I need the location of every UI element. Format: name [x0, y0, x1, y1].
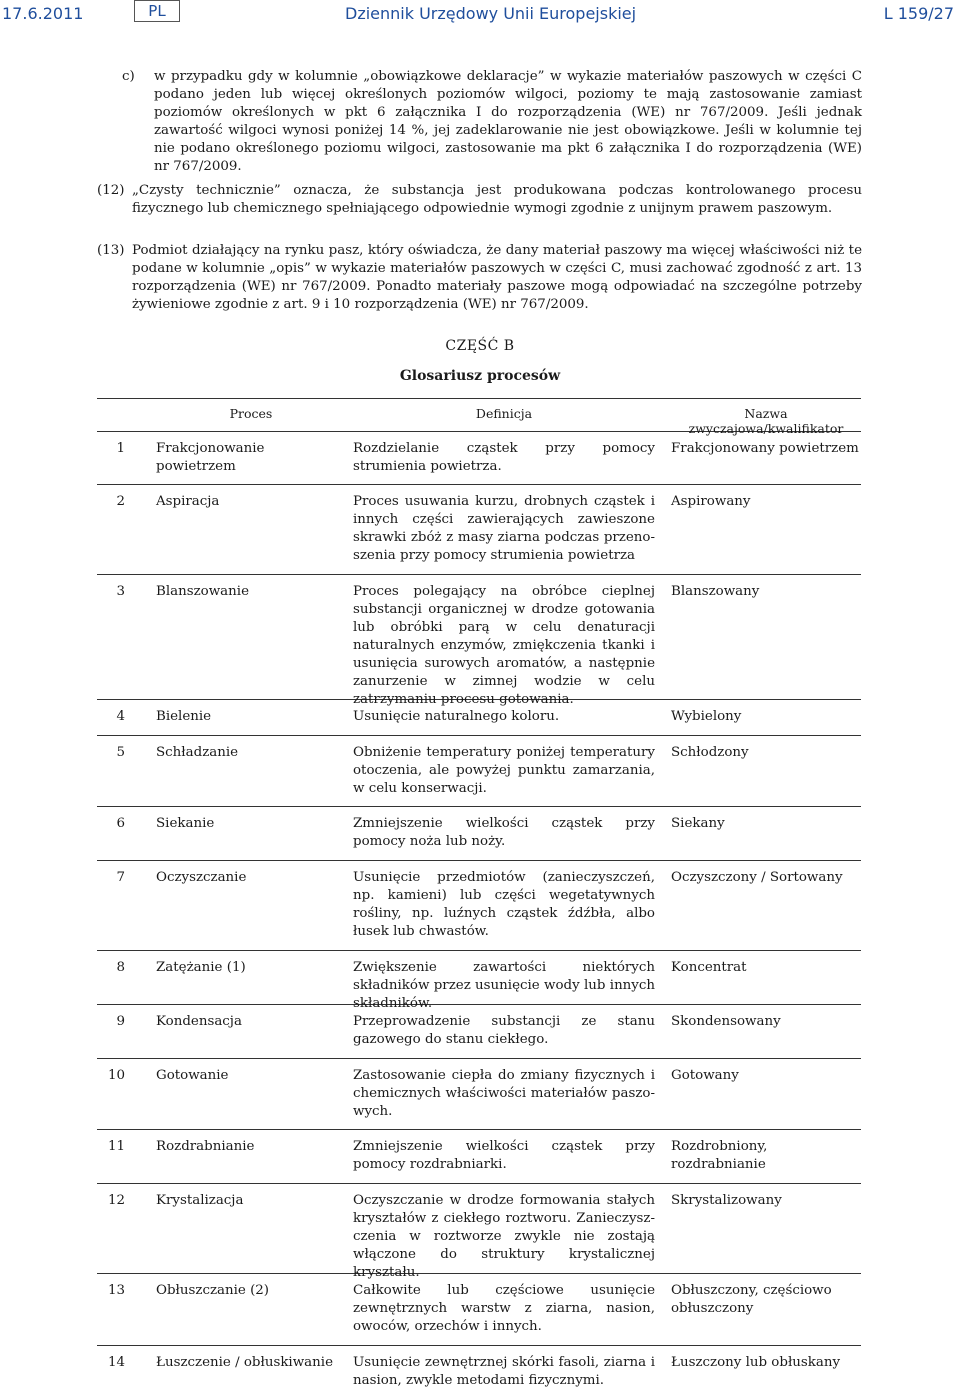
row-number: 10 — [107, 1068, 125, 1083]
paragraph-text: Podmiot działający na rynku pasz, który oświadcza, że dany materiał paszowy ma więcej właściwości niż te podane w kolumnie „opis” w wykazie materiałów paszowych w części C, musi zachować zgodność z art. 13 rozporządzenia (WE) nr 767/2009. Ponadto materiały paszowe mogą odpowiadać na szczególne potrzeby żywieniowe zgodnie z art. 9 i 10 rozporządzenia (WE) nr 767/2009. — [132, 243, 862, 312]
column-header-definition: Definicja — [475, 406, 533, 421]
paragraph-label: (13) — [97, 243, 125, 258]
table-row — [97, 807, 861, 861]
paragraph-label: (12) — [97, 183, 125, 198]
paragraph-13 — [97, 242, 862, 314]
glossary-title: Glosariusz procesów — [399, 368, 561, 384]
table-row — [97, 575, 861, 707]
name-cell: Siekany — [671, 816, 725, 831]
row-number: 7 — [116, 870, 125, 885]
row-number: 3 — [116, 584, 125, 599]
paragraph-text: „Czysty technicznie” oznacza, że substancja jest produkowana podczas kontrolowanego procesu fizycznego lub chemicznego spełniającego odpowiednie wymogi zgodnie z unijnym prawem paszowym. — [132, 183, 862, 216]
column-header-process: Proces — [229, 406, 273, 421]
process-cell: Schładzanie — [156, 745, 239, 760]
table-row — [97, 736, 861, 807]
name-cell: Aspirowany — [671, 494, 751, 509]
row-number: 11 — [107, 1139, 125, 1154]
row-number: 1 — [116, 441, 125, 456]
row-number: 14 — [107, 1355, 125, 1370]
paragraph-label: c) — [122, 69, 135, 84]
name-cell: Frakcjonowany powietrzem — [671, 441, 859, 456]
name-cell: Oczyszczony / Sortowany — [671, 870, 843, 885]
process-cell: Łuszczenie / obłuskiwanie — [156, 1355, 333, 1370]
process-cell: Blanszowanie — [156, 584, 249, 599]
process-cell: Gotowanie — [156, 1068, 229, 1083]
table-row — [97, 1346, 861, 1399]
definition-cell: Przeprowadzenie substancji ze stanu gazowego do stanu ciekłego. — [353, 1014, 655, 1047]
part-title: CZĘŚĆ B — [445, 338, 515, 354]
table-row — [97, 1184, 861, 1280]
table-row — [97, 432, 861, 485]
row-number: 12 — [107, 1193, 125, 1208]
paragraph-c — [122, 68, 862, 176]
process-glossary-table — [97, 398, 861, 1399]
definition-cell: Oczyszczanie w drodze formowania stałych kryształów z ciekłego roztworu. Zanieczyszczenia w roztworze zwykle nie zostają włączone do struktury krystalicznej kryształu. — [353, 1193, 655, 1280]
definition-cell: Obniżenie temperatury poniżej temperatury otoczenia, ale powyżej punktu zamarzania, w celu konserwacji. — [353, 745, 655, 796]
table-header-row — [97, 398, 861, 436]
definition-cell: Usunięcie naturalnego koloru. — [353, 709, 560, 724]
row-number: 4 — [116, 709, 125, 724]
row-number: 8 — [116, 960, 125, 975]
page-number: L 159/27 — [883, 4, 954, 23]
table-row — [97, 485, 861, 575]
name-cell: Skrystalizowany — [671, 1193, 782, 1208]
name-cell: Rozdrobniony, rozdrabnianie — [671, 1139, 768, 1172]
row-number: 13 — [107, 1283, 125, 1298]
process-cell: Obłuszczanie (2) — [156, 1283, 270, 1298]
language-badge: PL — [134, 0, 180, 22]
paragraph-12 — [97, 182, 862, 218]
process-cell: Aspiracja — [156, 494, 220, 509]
row-number: 5 — [116, 745, 125, 760]
table-row — [97, 1059, 861, 1130]
definition-cell: Zastosowanie ciepła do zmiany fizycznych i chemicznych właściwości materiałów paszowych. — [353, 1068, 655, 1119]
process-cell: Kondensacja — [156, 1014, 242, 1029]
definition-cell: Proces usuwania kurzu, drobnych cząstek i innych części zawierających zawieszone skrawki zbóż z masy ziarna podczas przenoszenia przy pomocy strumienia powietrza — [353, 494, 655, 563]
process-cell: Siekanie — [156, 816, 215, 831]
process-cell: Frakcjonowanie powietrzem — [156, 441, 265, 474]
journal-title: Dziennik Urzędowy Unii Europejskiej — [345, 4, 637, 23]
row-number: 9 — [116, 1014, 125, 1029]
name-cell: Koncentrat — [671, 960, 747, 975]
definition-cell: Proces polegający na obróbce cieplnej substancji organicznej w drodze gotowania lub obróbki parą w celu denaturacji naturalnych enzymów, zmiękczenia tkanki i usunięcia surowych aromatów, a następnie zanurzenie w zimnej wodzie w celu zatrzymaniu procesu gotowania. — [353, 584, 655, 707]
definition-cell: Rozdzielanie cząstek przy pomocy strumienia powietrza. — [353, 441, 655, 474]
table-row — [97, 1274, 861, 1346]
table-row — [97, 1005, 861, 1059]
row-number: 6 — [116, 816, 125, 831]
name-cell: Blanszowany — [671, 584, 760, 599]
table-row — [97, 861, 861, 951]
name-cell: Obłuszczony, częściowo obłuszczony — [671, 1283, 832, 1316]
table-row — [97, 951, 861, 1011]
definition-cell: Zmniejszenie wielkości cząstek przy pomocy rozdrabniarki. — [353, 1139, 655, 1172]
name-cell: Skondensowany — [671, 1014, 781, 1029]
paragraph-text: w przypadku gdy w kolumnie „obowiązkowe deklaracje” w wykazie materiałów paszowych w części C podano jeden lub więcej określonych poziomów wilgoci, poziomy te mają zastosowanie zamiast poziomów określonych w pkt 6 załącznika I do rozporządzenia (WE) nr 767/2009. Jeśli jednak zawartość wilgoci wynosi poniżej 14 %, jej zadeklarowanie nie jest obowiązkowe. Jeśli w kolumnie tej nie podano określonego poziomu wilgoci, zastosowanie ma pkt 6 załącznika I do rozporządzenia (WE) nr 767/2009. — [154, 69, 862, 174]
definition-cell: Usunięcie zewnętrznej skórki fasoli, ziarna i nasion, zwykle metodami fizycznymi. — [353, 1355, 655, 1388]
definition-cell: Zmniejszenie wielkości cząstek przy pomocy noża lub noży. — [353, 816, 655, 849]
page-header — [0, 0, 960, 30]
definition-cell: Zwiększenie zawartości niektórych składników przez usunięcie wody lub innych składników. — [353, 960, 655, 1011]
table-row — [97, 1130, 861, 1184]
name-cell: Schłodzony — [671, 745, 749, 760]
publication-date: 17.6.2011 — [2, 4, 84, 23]
process-cell: Zatężanie (1) — [156, 960, 246, 975]
process-cell: Bielenie — [156, 709, 212, 724]
definition-cell: Całkowite lub częściowe usunięcie zewnętrznych warstw z ziarna, nasion, owoców, orzechów i innych. — [353, 1283, 655, 1334]
process-cell: Rozdrabnianie — [156, 1139, 255, 1154]
process-cell: Krystalizacja — [156, 1193, 244, 1208]
column-header-name: Nazwa zwyczajowa/kwalifikator — [688, 406, 844, 436]
row-number: 2 — [116, 494, 125, 509]
table-row — [97, 700, 861, 736]
name-cell: Wybielony — [671, 709, 742, 724]
name-cell: Gotowany — [671, 1068, 739, 1083]
process-cell: Oczyszczanie — [156, 870, 247, 885]
definition-cell: Usunięcie przedmiotów (zanieczyszczeń, np. kamieni) lub części wegetatywnych rośliny, np. luźnych cząstek źdźbła, albo łusek lub chwastów. — [353, 870, 655, 939]
name-cell: Łuszczony lub obłuskany — [671, 1355, 841, 1370]
